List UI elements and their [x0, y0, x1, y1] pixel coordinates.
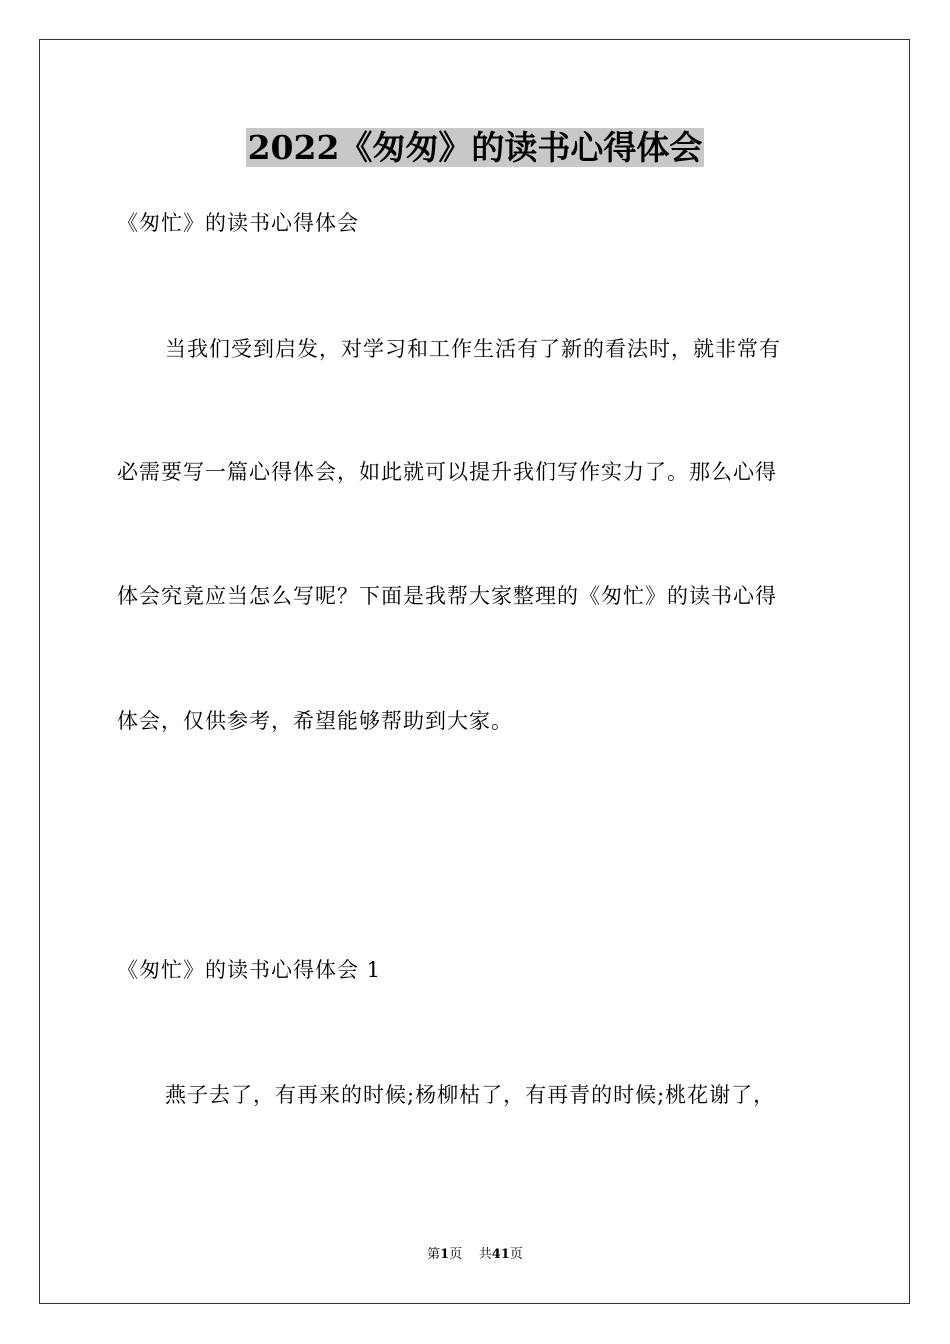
page-footer [0, 1246, 950, 1264]
footer-page-number: 1 [440, 1247, 450, 1262]
footer-total-suffix: 页 [509, 1247, 523, 1262]
document-title [0, 126, 950, 170]
document-subtitle: 《匆忙》的读书心得体会 [117, 211, 359, 235]
document-title-text: 2022《匆匆》的读书心得体会 [247, 128, 703, 167]
footer-total-pages: 41 [491, 1247, 510, 1262]
paragraph-line: 当我们受到启发，对学习和工作生活有了新的看法时，就非常有 [165, 337, 781, 361]
footer-page-prefix: 第 [427, 1247, 441, 1262]
footer-page-suffix: 页 [449, 1247, 463, 1262]
paragraph-line: 燕子去了，有再来的时候;杨柳枯了，有再青的时候;桃花谢了， [165, 1083, 776, 1107]
paragraph-line: 必需要写一篇心得体会，如此就可以提升我们写作实力了。那么心得 [117, 460, 777, 484]
paragraph-line: 体会，仅供参考，希望能够帮助到大家。 [117, 709, 513, 733]
section-heading: 《匆忙》的读书心得体会 1 [117, 958, 382, 982]
footer-total-prefix: 共 [478, 1247, 492, 1262]
paragraph-line: 体会究竟应当怎么写呢？下面是我帮大家整理的《匆忙》的读书心得 [117, 584, 777, 608]
